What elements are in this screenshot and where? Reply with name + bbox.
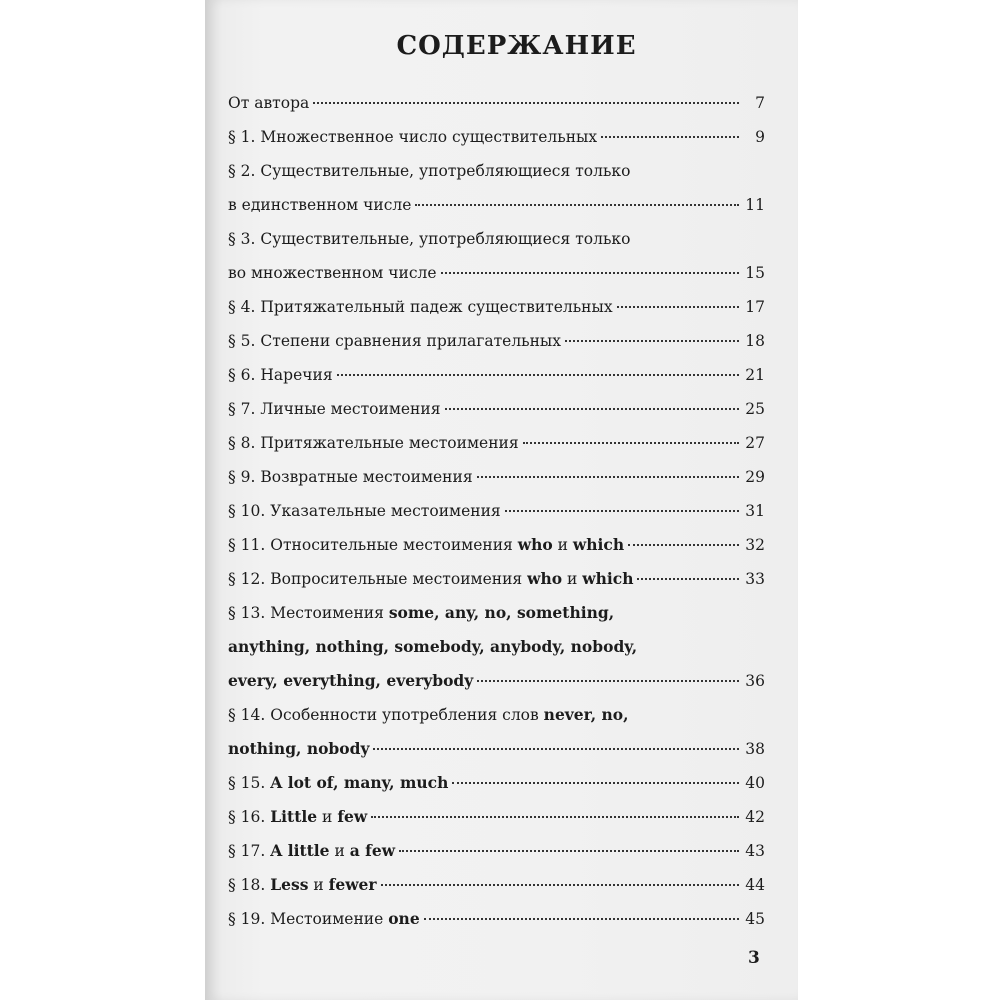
- toc-entry-term: never, no,: [543, 705, 629, 724]
- toc-entry: [228, 834, 765, 868]
- toc-page-number: 32: [745, 536, 765, 554]
- toc-entry: [228, 460, 765, 494]
- toc-entry-segment: § 12. Вопросительные местоимения: [228, 570, 528, 588]
- toc-entry-segment: и: [562, 570, 583, 588]
- toc-entry-text: [228, 460, 473, 494]
- toc-entry: [228, 392, 765, 426]
- toc-entry: [228, 290, 765, 324]
- toc-entry: [228, 86, 765, 120]
- toc-entry: [228, 154, 765, 222]
- toc-entry-text: [228, 120, 597, 154]
- toc-entry: [228, 800, 765, 834]
- toc-page-number: 43: [745, 842, 765, 860]
- toc-entry-segment: § 2. Существительные, употребляющиеся только: [228, 162, 631, 180]
- toc-entry-line: [228, 86, 765, 120]
- toc-entry: [228, 596, 765, 698]
- toc-leader-dots: [399, 850, 739, 852]
- toc-entry-text: [228, 528, 624, 562]
- toc-entry-text: [228, 834, 395, 868]
- toc-entry-segment: § 6. Наречия: [228, 366, 333, 384]
- toc-entry-term: anything, nothing, somebody, anybody, nobody,: [228, 637, 638, 656]
- toc-entry-line: [228, 494, 765, 528]
- toc-entry-segment: § 10. Указательные местоимения: [228, 502, 501, 520]
- toc-leader-dots: [477, 680, 739, 682]
- toc-entry-term: one: [388, 909, 420, 928]
- toc-entry-line: [228, 222, 765, 256]
- toc-entry-text: [228, 358, 333, 392]
- toc-entry-line: [228, 256, 765, 290]
- toc-entry-line: [228, 868, 765, 902]
- toc-entry-text: [228, 222, 630, 256]
- toc-entry-segment: § 1. Множественное число существительных: [228, 128, 598, 146]
- toc-entry-term: who: [527, 569, 563, 588]
- toc-page-number: 42: [745, 808, 765, 826]
- toc-entry-text: [228, 494, 501, 528]
- toc-leader-dots: [601, 136, 739, 138]
- page-number: 3: [748, 948, 760, 968]
- toc-page-number: 45: [745, 910, 765, 928]
- toc-leader-dots: [337, 374, 739, 376]
- toc-page-number: 17: [745, 298, 765, 316]
- toc-page-number: 36: [745, 672, 765, 690]
- toc-entry-segment: § 18.: [228, 876, 271, 894]
- toc-leader-dots: [628, 544, 739, 546]
- toc-entry-segment: и: [329, 842, 350, 860]
- toc-entry: [228, 766, 765, 800]
- toc-entry: [228, 562, 765, 596]
- toc-entry-line: [228, 426, 765, 460]
- toc-entry-text: [228, 324, 561, 358]
- toc-entry-term: Little: [270, 807, 318, 826]
- toc-leader-dots: [415, 204, 739, 206]
- toc-leader-dots: [373, 748, 739, 750]
- toc-entry: [228, 528, 765, 562]
- toc-leader-dots: [313, 102, 739, 104]
- toc-entry-segment: § 7. Личные местоимения: [228, 400, 441, 418]
- toc-entry-text: [228, 664, 473, 698]
- toc-leader-dots: [371, 816, 739, 818]
- toc-entry-term: few: [337, 807, 368, 826]
- page-title: СОДЕРЖАНИЕ: [396, 31, 637, 61]
- toc-page-number: 7: [755, 94, 765, 112]
- toc-entry-segment: § 16.: [228, 808, 271, 826]
- toc-entry-text: [228, 290, 613, 324]
- toc-leader-dots: [505, 510, 739, 512]
- toc-leader-dots: [424, 918, 739, 920]
- toc-entry-text: [228, 188, 411, 222]
- toc-page-number: 40: [745, 774, 765, 792]
- toc-leader-dots: [441, 272, 739, 274]
- toc-entry-term: A little: [270, 841, 330, 860]
- toc-entry-text: [228, 426, 519, 460]
- toc-entry-line: [228, 664, 765, 698]
- toc-entry-line: [228, 154, 765, 188]
- toc-entry: [228, 868, 765, 902]
- toc-entry-term: Less: [270, 875, 309, 894]
- toc-page-number: 18: [745, 332, 765, 350]
- toc-page-number: 31: [745, 502, 765, 520]
- toc-entry-text: [228, 868, 377, 902]
- toc-leader-dots: [565, 340, 739, 342]
- toc-entry-line: [228, 358, 765, 392]
- toc-entry-segment: § 15.: [228, 774, 271, 792]
- toc-entry-line: [228, 800, 765, 834]
- toc-entry-term: nothing, nobody: [228, 739, 370, 758]
- toc-entry-text: [228, 596, 614, 630]
- toc-entry-line: [228, 596, 765, 630]
- toc-entry: [228, 494, 765, 528]
- toc-entry-text: [228, 86, 309, 120]
- toc-entry: [228, 222, 765, 290]
- toc-entry-line: [228, 392, 765, 426]
- toc-page-number: 9: [755, 128, 765, 146]
- toc-entry-line: [228, 630, 765, 664]
- toc-page-number: 25: [745, 400, 765, 418]
- toc-page-number: 38: [745, 740, 765, 758]
- toc-entry-segment: в единственном числе: [228, 196, 412, 214]
- toc-entry-segment: и: [552, 536, 573, 554]
- toc-entry-term: who: [517, 535, 553, 554]
- toc-entry-text: [228, 392, 441, 426]
- toc-entry-line: [228, 834, 765, 868]
- toc-entry: [228, 698, 765, 766]
- toc-entry-line: [228, 698, 765, 732]
- toc-entry-line: [228, 324, 765, 358]
- toc-entry-term: some, any, no, something,: [388, 603, 615, 622]
- toc-entry: [228, 358, 765, 392]
- toc-leader-dots: [637, 578, 739, 580]
- toc-entry-text: [228, 630, 637, 664]
- toc-entry-segment: От автора: [228, 94, 310, 112]
- toc-entry-text: [228, 698, 629, 732]
- toc-entry-term: A lot of, many, much: [270, 773, 449, 792]
- toc-entry-segment: § 4. Притяжательный падеж существительных: [228, 298, 613, 316]
- toc-page-number: 11: [745, 196, 765, 214]
- toc-entry-segment: § 19. Местоимение: [228, 910, 389, 928]
- toc-entry-line: [228, 188, 765, 222]
- toc-entry-segment: § 8. Притяжательные местоимения: [228, 434, 519, 452]
- toc-leader-dots: [477, 476, 739, 478]
- toc-entry-segment: и: [317, 808, 338, 826]
- toc-entry-term: which: [572, 535, 625, 554]
- toc-entry: [228, 120, 765, 154]
- toc-entry-segment: § 14. Особенности употребления слов: [228, 706, 544, 724]
- toc-leader-dots: [523, 442, 739, 444]
- toc-entry-line: [228, 120, 765, 154]
- toc-entry-segment: § 5. Степени сравнения прилагательных: [228, 332, 562, 350]
- toc-leader-dots: [445, 408, 740, 410]
- toc-entry-segment: § 11. Относительные местоимения: [228, 536, 518, 554]
- toc-entry-term: a few: [349, 841, 396, 860]
- toc-entry-text: [228, 766, 448, 800]
- toc-entry-line: [228, 562, 765, 596]
- toc-entry-term: which: [582, 569, 634, 588]
- toc-entry: [228, 426, 765, 460]
- toc-list: [228, 86, 765, 936]
- toc-page-number: 27: [745, 434, 765, 452]
- toc-entry-text: [228, 256, 437, 290]
- toc-entry-text: [228, 562, 633, 596]
- toc-entry-text: [228, 154, 630, 188]
- toc-entry-text: [228, 732, 369, 766]
- toc-entry: [228, 902, 765, 936]
- toc-page-number: 29: [745, 468, 765, 486]
- toc-entry-text: [228, 902, 420, 936]
- toc-leader-dots: [452, 782, 739, 784]
- toc-entry-text: [228, 800, 367, 834]
- toc-entry-term: every, everything, everybody: [228, 671, 474, 690]
- toc-page-number: 15: [745, 264, 765, 282]
- toc-entry-segment: § 3. Существительные, употребляющиеся только: [228, 230, 631, 248]
- toc-entry: [228, 324, 765, 358]
- toc-entry-segment: § 17.: [228, 842, 271, 860]
- toc-entry-line: [228, 290, 765, 324]
- toc-entry-segment: и: [308, 876, 329, 894]
- toc-entry-segment: § 9. Возвратные местоимения: [228, 468, 473, 486]
- toc-entry-line: [228, 902, 765, 936]
- toc-leader-dots: [617, 306, 739, 308]
- toc-leader-dots: [381, 884, 739, 886]
- toc-page-number: 44: [745, 876, 765, 894]
- table-of-contents: [228, 28, 765, 936]
- toc-entry-line: [228, 732, 765, 766]
- toc-entry-line: [228, 460, 765, 494]
- toc-entry-segment: § 13. Местоимения: [228, 604, 389, 622]
- toc-entry-segment: во множественном числе: [228, 264, 437, 282]
- toc-page-number: 33: [745, 570, 765, 588]
- toc-entry-term: fewer: [328, 875, 377, 894]
- toc-entry-line: [228, 766, 765, 800]
- toc-page-number: 21: [745, 366, 765, 384]
- toc-entry-line: [228, 528, 765, 562]
